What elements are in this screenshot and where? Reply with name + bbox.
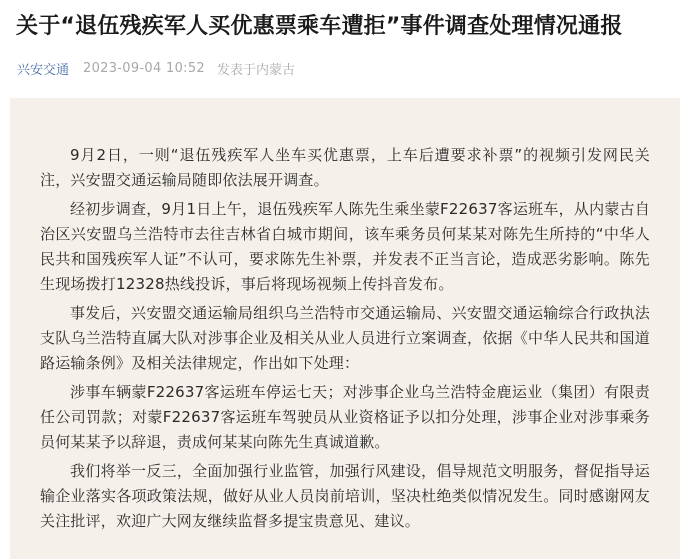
notice-image[interactable]	[10, 98, 680, 559]
publish-location: 发表于内蒙古	[216, 62, 295, 78]
notice-paragraph: 经初步调查，9月1日上午，退伍残疾军人陈先生乘坐蒙F22637客运班车，从内蒙古自治区兴安盟乌兰浩特市去往吉林省白城市期间，该车乘务员何某某对陈先生所持的“中华人民共和国残疾军人证”不认可，要求陈先生补票，并发表不正当言论，造成恶劣影响。陈先生现场拨打12328热线投诉，事后将现场视频上传抖音发布。	[40, 200, 650, 293]
notice-paragraph: 9月2日，一则“退伍残疾军人坐车买优惠票，上车后遭要求补票”的视频引发网民关注，兴安盟交通运输局随即依法展开调查。	[40, 146, 650, 189]
publish-time: 2023-09-04 10:52	[83, 60, 205, 76]
article-meta	[17, 58, 295, 78]
article-title: 关于“退伍残疾军人买优惠票乘车遭拒”事件调查处理情况通报	[16, 14, 623, 39]
source-account-link[interactable]: 兴安交通	[17, 62, 70, 78]
notice-paragraph: 事发后，兴安盟交通运输局组织乌兰浩特市交通运输局、兴安盟交通运输综合行政执法支队乌兰浩特直属大队对涉事企业及相关从业人员进行立案调查，依据《中华人民共和国道路运输条例》及相关法律规定，作出如下处理：	[40, 304, 650, 372]
notice-paragraph: 我们将举一反三，全面加强行业监管，加强行风建设，倡导规范文明服务，督促指导运输企业落实各项政策法规，做好从业人员岗前培训，坚决杜绝类似情况发生。同时感谢网友关注批评，欢迎广大网友继续监督多提宝贵意见、建议。	[40, 462, 650, 530]
notice-paragraph: 涉事车辆蒙F22637客运班车停运七天；对涉事企业乌兰浩特金鹿运业（集团）有限责任公司罚款；对蒙F22637客运班车驾驶员从业资格证予以扣分处理，涉事企业对涉事乘务员何某某予以辞退，责成何某某向陈先生真诚道歉。	[40, 383, 650, 451]
